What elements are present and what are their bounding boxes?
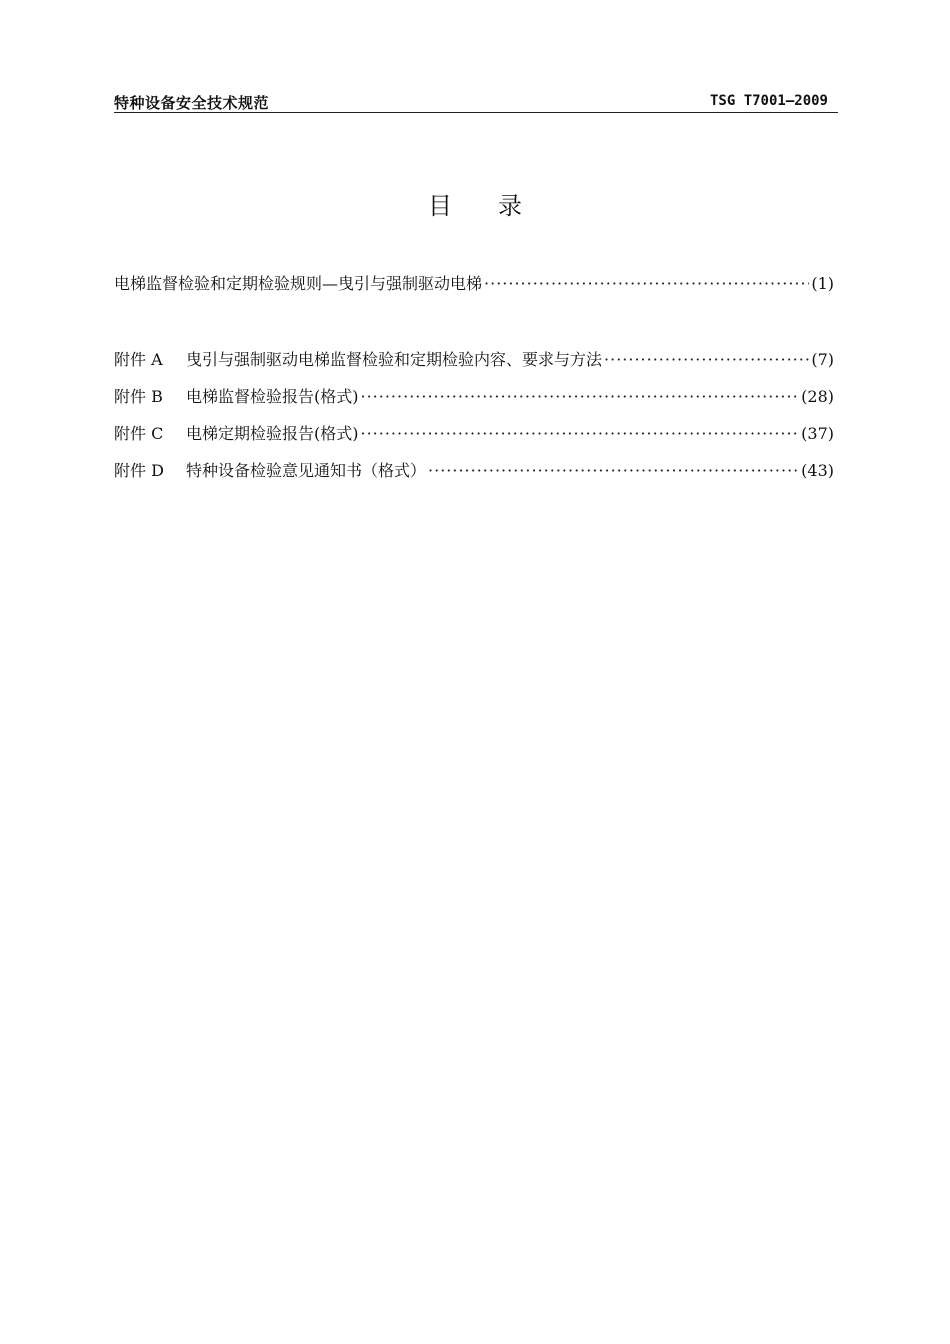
toc-page-number: (37) [801,424,834,443]
toc-entry-appendix-b[interactable] [114,385,834,409]
dot-leader [361,385,800,409]
dot-leader [484,272,809,296]
toc-title: 目录 [428,192,568,220]
toc-page-number: (1) [811,274,834,293]
toc-entry-appendix-a[interactable] [114,348,834,372]
toc-entry-title: 电梯定期检验报告(格式) [186,424,359,443]
toc-entry-title: 电梯监督检验和定期检验规则—曳引与强制驱动电梯 [114,274,483,293]
toc-entry-title: 特种设备检验意见通知书（格式） [186,461,427,480]
toc-entry-title: 曳引与强制驱动电梯监督检验和定期检验内容、要求与方法 [186,350,603,369]
toc-page-number: (43) [801,461,834,480]
header-standard-code: TSG T7001—2009 [709,93,828,109]
toc-entry-label: 附件 D [114,461,164,480]
toc-entry-label: 附件 C [114,424,164,443]
toc-page-number: (28) [801,387,834,406]
dot-leader [428,459,799,483]
header-series-title: 特种设备安全技术规范 [114,94,270,112]
toc-entry-title: 电梯监督检验报告(格式) [186,387,359,406]
toc-entry-label: 附件 B [114,387,163,406]
page-header [114,90,838,113]
dot-leader [361,422,800,446]
dot-leader [604,348,809,372]
toc-entry-main[interactable] [114,272,834,296]
toc-entry-label: 附件 A [114,350,163,369]
toc-entry-appendix-c[interactable] [114,422,834,446]
toc-entry-appendix-d[interactable] [114,459,834,483]
toc-page-number: (7) [811,350,834,369]
